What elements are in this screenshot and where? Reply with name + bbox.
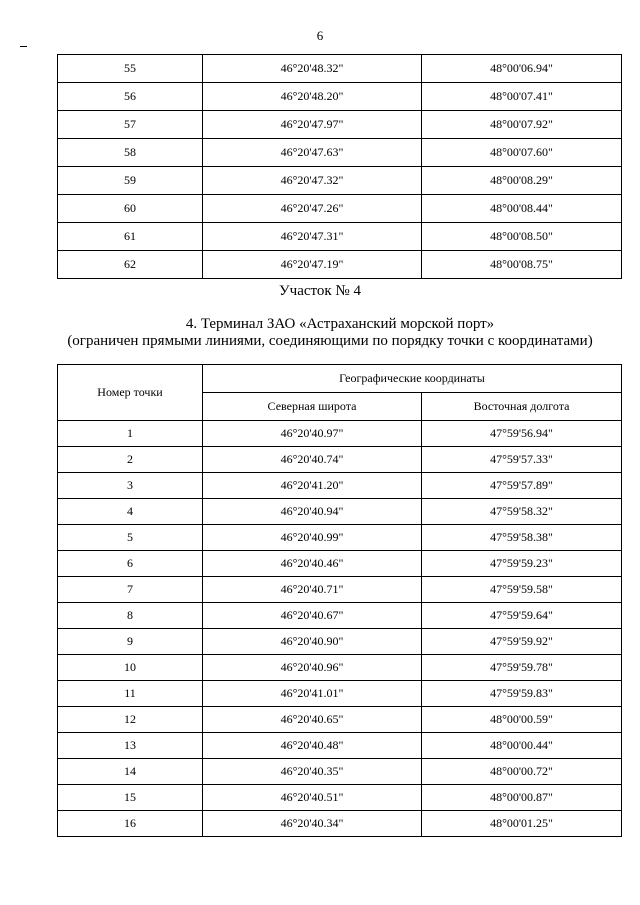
table-row — [58, 195, 622, 223]
point-number-cell: 59 — [58, 167, 203, 195]
longitude-cell: 48°00'00.72" — [422, 759, 622, 785]
latitude-cell: 46°20'47.31" — [203, 223, 422, 251]
header-north-latitude: Северная широта — [203, 393, 422, 421]
latitude-cell: 46°20'48.32" — [203, 55, 422, 83]
table-row — [58, 629, 622, 655]
point-number-cell: 5 — [58, 525, 203, 551]
latitude-cell: 46°20'40.74" — [203, 447, 422, 473]
longitude-cell: 48°00'06.94" — [422, 55, 622, 83]
longitude-cell: 47°59'57.89" — [422, 473, 622, 499]
table-row — [58, 499, 622, 525]
table-row — [58, 139, 622, 167]
table-row — [58, 83, 622, 111]
longitude-cell: 48°00'01.25" — [422, 811, 622, 837]
longitude-cell: 47°59'59.23" — [422, 551, 622, 577]
longitude-cell: 48°00'08.29" — [422, 167, 622, 195]
latitude-cell: 46°20'47.97" — [203, 111, 422, 139]
point-number-cell: 2 — [58, 447, 203, 473]
longitude-cell: 48°00'00.59" — [422, 707, 622, 733]
longitude-cell: 48°00'08.50" — [422, 223, 622, 251]
longitude-cell: 48°00'07.60" — [422, 139, 622, 167]
latitude-cell: 46°20'40.46" — [203, 551, 422, 577]
latitude-cell: 46°20'40.96" — [203, 655, 422, 681]
header-row — [58, 365, 622, 393]
table-row — [58, 525, 622, 551]
latitude-cell: 46°20'47.19" — [203, 251, 422, 279]
coordinates-table-continued — [57, 54, 622, 279]
longitude-cell: 48°00'07.41" — [422, 83, 622, 111]
table-row — [58, 733, 622, 759]
latitude-cell: 46°20'40.97" — [203, 421, 422, 447]
longitude-cell: 47°59'59.64" — [422, 603, 622, 629]
table-row — [58, 785, 622, 811]
point-number-cell: 11 — [58, 681, 203, 707]
latitude-cell: 46°20'40.71" — [203, 577, 422, 603]
point-number-cell: 16 — [58, 811, 203, 837]
header-point-number: Номер точки — [58, 365, 203, 421]
table-row — [58, 759, 622, 785]
terminal-subheading: (ограничен прямыми линиями, соединяющими по порядку точки с координатами) — [67, 333, 593, 349]
point-number-cell: 9 — [58, 629, 203, 655]
latitude-cell: 46°20'40.65" — [203, 707, 422, 733]
table-row — [58, 421, 622, 447]
point-number-cell: 10 — [58, 655, 203, 681]
latitude-cell: 46°20'40.90" — [203, 629, 422, 655]
table-row — [58, 681, 622, 707]
point-number-cell: 4 — [58, 499, 203, 525]
point-number-cell: 62 — [58, 251, 203, 279]
latitude-cell: 46°20'40.34" — [203, 811, 422, 837]
point-number-cell: 58 — [58, 139, 203, 167]
table-row — [58, 251, 622, 279]
point-number-cell: 8 — [58, 603, 203, 629]
latitude-cell: 46°20'41.20" — [203, 473, 422, 499]
latitude-cell: 46°20'48.20" — [203, 83, 422, 111]
latitude-cell: 46°20'47.63" — [203, 139, 422, 167]
point-number-cell: 6 — [58, 551, 203, 577]
table-row — [58, 55, 622, 83]
table-row — [58, 707, 622, 733]
latitude-cell: 46°20'40.35" — [203, 759, 422, 785]
point-number-cell: 56 — [58, 83, 203, 111]
latitude-cell: 46°20'47.32" — [203, 167, 422, 195]
table-row — [58, 655, 622, 681]
latitude-cell: 46°20'40.94" — [203, 499, 422, 525]
point-number-cell: 3 — [58, 473, 203, 499]
longitude-cell: 47°59'57.33" — [422, 447, 622, 473]
point-number-cell: 61 — [58, 223, 203, 251]
header-east-longitude: Восточная долгота — [422, 393, 622, 421]
point-number-cell: 15 — [58, 785, 203, 811]
table-row — [58, 811, 622, 837]
point-number-cell: 57 — [58, 111, 203, 139]
longitude-cell: 47°59'59.83" — [422, 681, 622, 707]
margin-mark — [20, 46, 27, 47]
main-table-body — [58, 421, 622, 837]
longitude-cell: 47°59'59.78" — [422, 655, 622, 681]
table-row — [58, 603, 622, 629]
header-geo-coordinates: Географические координаты — [203, 365, 622, 393]
longitude-cell: 48°00'00.44" — [422, 733, 622, 759]
point-number-cell: 1 — [58, 421, 203, 447]
coordinates-table — [57, 364, 622, 837]
latitude-cell: 46°20'47.26" — [203, 195, 422, 223]
point-number-cell: 14 — [58, 759, 203, 785]
longitude-cell: 48°00'07.92" — [422, 111, 622, 139]
longitude-cell: 47°59'59.58" — [422, 577, 622, 603]
latitude-cell: 46°20'40.51" — [203, 785, 422, 811]
table-row — [58, 111, 622, 139]
longitude-cell: 47°59'58.38" — [422, 525, 622, 551]
point-number-cell: 7 — [58, 577, 203, 603]
point-number-cell: 13 — [58, 733, 203, 759]
point-number-cell: 55 — [58, 55, 203, 83]
top-table-body — [58, 55, 622, 279]
table-row — [58, 577, 622, 603]
table-row — [58, 551, 622, 577]
latitude-cell: 46°20'41.01" — [203, 681, 422, 707]
longitude-cell: 47°59'56.94" — [422, 421, 622, 447]
latitude-cell: 46°20'40.67" — [203, 603, 422, 629]
page-number: 6 — [316, 28, 324, 43]
table-row — [58, 473, 622, 499]
terminal-heading: 4. Терминал ЗАО «Астраханский морской порт» — [185, 316, 495, 332]
latitude-cell: 46°20'40.99" — [203, 525, 422, 551]
latitude-cell: 46°20'40.48" — [203, 733, 422, 759]
longitude-cell: 47°59'59.92" — [422, 629, 622, 655]
longitude-cell: 48°00'08.44" — [422, 195, 622, 223]
longitude-cell: 48°00'08.75" — [422, 251, 622, 279]
table-row — [58, 167, 622, 195]
table-row — [58, 447, 622, 473]
table-row — [58, 223, 622, 251]
point-number-cell: 12 — [58, 707, 203, 733]
section-label: Участок № 4 — [279, 283, 361, 299]
longitude-cell: 48°00'00.87" — [422, 785, 622, 811]
point-number-cell: 60 — [58, 195, 203, 223]
longitude-cell: 47°59'58.32" — [422, 499, 622, 525]
